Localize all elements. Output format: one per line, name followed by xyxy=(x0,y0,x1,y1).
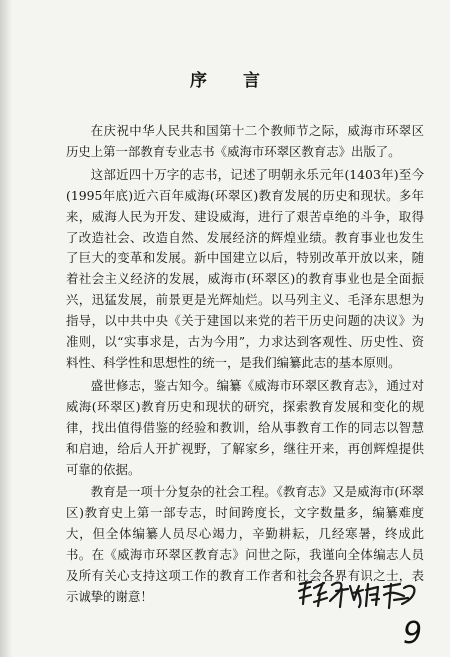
handwritten-signature xyxy=(296,574,422,612)
paragraph-4: 教育是一项十分复杂的社会工程。《教育志》又是威海市(环翠区)教育史上第一部专志，时间跨度长，文字数量多，编纂难度大，但全体编纂人员尽心竭力，辛勤耕耘，几经寒暑，终成此书。在《威海市环翠区教育志》问世之际，我谨向全体编志人员及所有关心支持这项工作的教育工作者和社会各界有识之士，表示诚挚的谢意！ xyxy=(66,484,424,604)
handwritten-page-number xyxy=(395,612,429,650)
paragraph-2: 这部近四十万字的志书，记述了明朝永乐元年(1403年)至今(1995年底)近六百年威海(环翠区)教育发展的历史和现状。多年来，威海人民为开发、建设威海，进行了艰苦卓绝的斗争，取得了改造社会、改造自然、发展经济的辉煌业绩。教育事业也发生了巨大的变革和发展。新中国建立以后，特别改革开放以来，随着社会主义经济的发展，威海市(环翠区)的教育事业也是全面振兴，迅猛发展，前景更是光辉灿烂。以马列主义、毛泽东思想为指导，以中共中央《关于建国以来党的若干历史问题的决议》为准则，以“实事求是，古为今用”，力求达到客观性、历史性、资料性、科学性和思想性的统一，是我们编纂此志的基本原则。 xyxy=(66,166,424,370)
paragraph-3: 盛世修志，鉴古知今。编纂《威海市环翠区教育志》，通过对威海(环翠区)教育历史和现状的研究，探索教育发展和变化的规律，找出值得借鉴的经验和教训，给从事教育工作的同志以智慧和启迪，给后人开扩视野，了解家乡，继往开来，再创辉煌提供可靠的依据。 xyxy=(66,377,424,477)
page-number-text: 9 xyxy=(403,616,423,650)
preface-body xyxy=(66,121,424,610)
preface-title: 序言 xyxy=(190,71,296,91)
paragraph-1: 在庆祝中华人民共和国第十二个教师节之际，威海市环翠区历史上第一部教育专业志书《威海市环翠区教育志》出版了。 xyxy=(66,123,424,159)
scan-shadow-edge xyxy=(0,0,12,657)
